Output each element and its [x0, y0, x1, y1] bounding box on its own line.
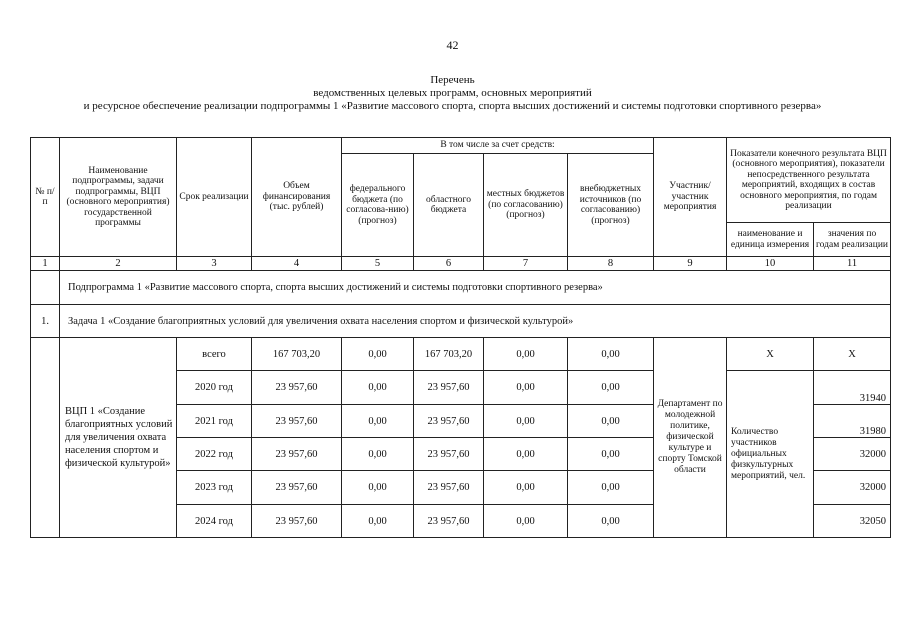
header-num: № п/п	[31, 138, 60, 257]
page-number: 42	[446, 38, 459, 52]
header-local: местных бюджетов (по согласованию) (прогноз)	[484, 154, 568, 257]
volume-cell: 23 957,60	[252, 371, 342, 405]
local-cell: 0,00	[484, 471, 568, 505]
header-including: В том числе за счет средств:	[342, 138, 654, 154]
indicator-value-cell: 32050	[814, 505, 891, 538]
col-number: 2	[60, 257, 177, 271]
col-number: 1	[31, 257, 60, 271]
term-cell: 2021 год	[177, 405, 252, 438]
task-title: Задача 1 «Создание благоприятных условий для увеличения охвата населения спортом и физической культурой»	[60, 305, 891, 338]
header-regional: областного бюджета	[414, 154, 484, 257]
heading-line-3: и ресурсное обеспечение реализации подпрограммы 1 «Развитие массового спорта, спорта высших достижений и системы подготовки спортивного резерва»	[83, 100, 822, 112]
task-row	[31, 305, 891, 338]
local-cell: 0,00	[484, 371, 568, 405]
vcp-num-cell	[31, 338, 60, 538]
federal-cell: 0,00	[342, 505, 414, 538]
participant-cell: Департамент по молодежной политике, физической культуре и спорту Томской области	[654, 338, 727, 538]
volume-cell: 23 957,60	[252, 405, 342, 438]
header-term: Срок реализации	[177, 138, 252, 257]
federal-cell: 0,00	[342, 471, 414, 505]
regional-cell: 23 957,60	[414, 405, 484, 438]
indicator-name-cell: Количество участников официальных физкультурных мероприятий, чел.	[727, 371, 814, 538]
federal-cell: 0,00	[342, 438, 414, 471]
offbudget-cell: 0,00	[568, 371, 654, 405]
column-numbers-row	[31, 257, 891, 271]
col-number: 3	[177, 257, 252, 271]
col-number: 6	[414, 257, 484, 271]
heading-line-1: Перечень	[430, 74, 475, 86]
local-cell: 0,00	[484, 405, 568, 438]
col-number: 4	[252, 257, 342, 271]
offbudget-cell: 0,00	[568, 405, 654, 438]
offbudget-cell: 0,00	[568, 471, 654, 505]
header-name: Наименование подпрограммы, задачи подпрограммы, ВЦП (основного мероприятия) государственной программы	[60, 138, 177, 257]
offbudget-cell: 0,00	[568, 338, 654, 371]
local-cell: 0,00	[484, 338, 568, 371]
subprogram-title: Подпрограмма 1 «Развитие массового спорта, спорта высших достижений и системы подготовки спортивного резерва»	[60, 271, 891, 305]
local-cell: 0,00	[484, 505, 568, 538]
regional-cell: 23 957,60	[414, 471, 484, 505]
regional-cell: 167 703,20	[414, 338, 484, 371]
local-cell: 0,00	[484, 438, 568, 471]
heading-line-2: ведомственных целевых программ, основных мероприятий	[313, 87, 592, 99]
offbudget-cell: 0,00	[568, 505, 654, 538]
col-number: 10	[727, 257, 814, 271]
resource-table	[30, 137, 891, 538]
header-offbudget: внебюджетных источников (по согласованию) (прогноз)	[568, 154, 654, 257]
col-number: 5	[342, 257, 414, 271]
term-cell: 2024 год	[177, 505, 252, 538]
header-indicator-values: значения по годам реализации	[814, 223, 891, 257]
document-heading	[0, 74, 905, 113]
regional-cell: 23 957,60	[414, 371, 484, 405]
offbudget-cell: 0,00	[568, 438, 654, 471]
indicator-name-total: X	[727, 338, 814, 371]
volume-cell: 23 957,60	[252, 438, 342, 471]
regional-cell: 23 957,60	[414, 505, 484, 538]
volume-cell: 23 957,60	[252, 505, 342, 538]
col-number: 7	[484, 257, 568, 271]
header-federal: федерального бюджета (по согласова-нию) (прогноз)	[342, 154, 414, 257]
indicator-value-cell: 31940	[814, 371, 891, 405]
subprogram-num-cell	[31, 271, 60, 305]
header-indicators: Показатели конечного результата ВЦП (основного мероприятия), показатели непосредственного результата мероприятий, входящих в состав основного мероприятия, по годам реализации	[727, 138, 891, 223]
regional-cell: 23 957,60	[414, 438, 484, 471]
term-cell: 2020 год	[177, 371, 252, 405]
col-number: 9	[654, 257, 727, 271]
term-cell: 2022 год	[177, 438, 252, 471]
task-number: 1.	[31, 305, 60, 338]
federal-cell: 0,00	[342, 371, 414, 405]
indicator-value-cell: 31980	[814, 405, 891, 438]
term-cell: 2023 год	[177, 471, 252, 505]
indicator-value-cell: X	[814, 338, 891, 371]
header-volume: Объем финансирования (тыс. рублей)	[252, 138, 342, 257]
col-number: 11	[814, 257, 891, 271]
subprogram-row	[31, 271, 891, 305]
term-cell: всего	[177, 338, 252, 371]
header-indicator-name: наименование и единица измерения	[727, 223, 814, 257]
header-participant: Участник/ участник мероприятия	[654, 138, 727, 257]
vcp-name: ВЦП 1 «Создание благоприятных условий для увеличения охвата населения спортом и физической культурой»	[60, 338, 177, 538]
volume-cell: 167 703,20	[252, 338, 342, 371]
col-number: 8	[568, 257, 654, 271]
federal-cell: 0,00	[342, 338, 414, 371]
volume-cell: 23 957,60	[252, 471, 342, 505]
federal-cell: 0,00	[342, 405, 414, 438]
table-row	[31, 338, 891, 371]
indicator-value-cell: 32000	[814, 438, 891, 471]
indicator-value-cell: 32000	[814, 471, 891, 505]
